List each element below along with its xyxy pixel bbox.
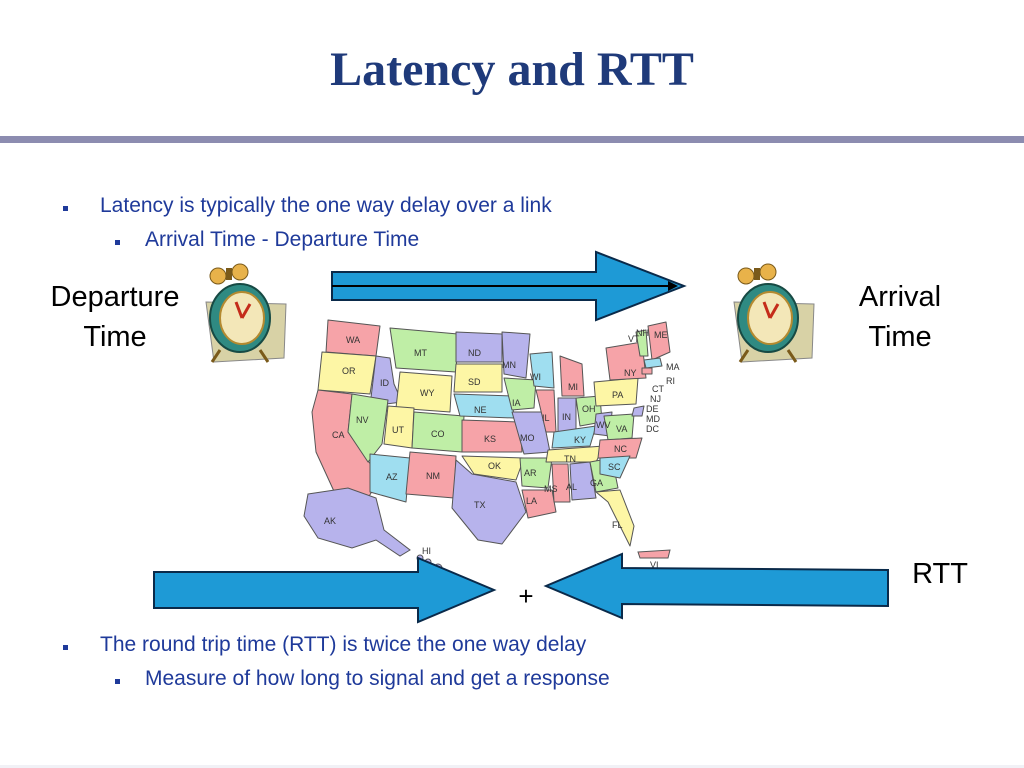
bullet-latency-text: Latency is typically the one way delay over a link [100,194,552,217]
arrival-label-line1: Arrival [858,281,942,313]
state-label: AK [324,516,337,526]
state-label: ME [654,330,668,340]
state-label: TX [474,500,486,510]
state-label: WA [346,335,361,345]
state-label: MO [520,433,535,443]
rtt-outbound-arrow [150,554,500,626]
state-label: IA [512,398,521,408]
sub-bullet-measure [145,667,610,691]
state-label: LA [526,496,538,506]
state-label: VI [650,560,659,570]
sub-bullet-measure-text: Measure of how long to signal and get a response [145,667,610,690]
state-label: MN [502,360,516,370]
state-label: WY [420,388,435,398]
state-label: DE [646,404,659,414]
state-label: DC [646,424,659,434]
slide-title: Latency and RTT [330,43,694,96]
bullet-rtt-text: The round trip time (RTT) is twice the one way delay [100,633,587,656]
title-divider [0,136,1024,143]
state-label: MI [568,382,578,392]
state-label: CO [431,429,445,439]
arrival-label-line2: Time [868,321,932,353]
state-label: CA [332,430,345,440]
state-label: NJ [650,394,661,404]
sub-bullet-arrival-departure-text: Arrival Time - Departure Time [145,228,420,251]
state-label: VT [628,334,640,344]
departure-label-line1: Departure [50,281,180,313]
state-label: NE [474,405,487,415]
state-label: PA [612,390,624,400]
state-label: NC [614,444,627,454]
state-label: MD [646,414,660,424]
state-label: NY [624,368,637,378]
state-label: WV [596,420,611,430]
state-label: AL [566,482,578,492]
state-label: OR [342,366,356,376]
state-label: NV [356,415,369,425]
bullet-marker [115,240,120,245]
state-label: HI [422,546,431,556]
bullet-marker [63,206,68,211]
state-label: GA [590,478,604,488]
state-label: MS [544,484,558,494]
alarm-clock-icon [728,262,818,372]
rtt-return-arrow [542,550,892,622]
state-label: ND [468,348,481,358]
state-label: IL [542,413,550,423]
state-label: KY [574,435,587,445]
state-label: FL [612,520,623,530]
state-label: IN [562,412,571,422]
state-label: NM [426,471,440,481]
departure-time-label [36,277,194,357]
departure-label-line2: Time [83,321,147,353]
state-label: SC [608,462,621,472]
one-way-arrow [328,248,698,328]
bullet-latency [100,194,552,218]
state-label: WI [530,372,541,382]
state-label: TN [564,454,576,464]
state-label: OK [488,461,502,471]
arrival-time-label [840,277,960,357]
plus-sign: + [518,581,534,611]
state-label: MA [666,362,680,372]
state-label: MT [414,348,427,358]
state-label: OH [582,404,596,414]
state-label: KS [484,434,497,444]
state-label: CT [652,384,664,394]
bullet-rtt [100,633,586,657]
state-label: AZ [386,472,398,482]
state-label: NH [636,328,649,338]
alarm-clock-icon [200,262,290,372]
state-label: VA [616,424,628,434]
bullet-marker [115,679,120,684]
rtt-label: RTT [912,558,968,590]
state-label: ID [380,378,389,388]
state-label: UT [392,425,404,435]
state-label: SD [468,377,481,387]
state-label: AR [524,468,537,478]
bullet-marker [63,645,68,650]
state-label: RI [666,376,675,386]
